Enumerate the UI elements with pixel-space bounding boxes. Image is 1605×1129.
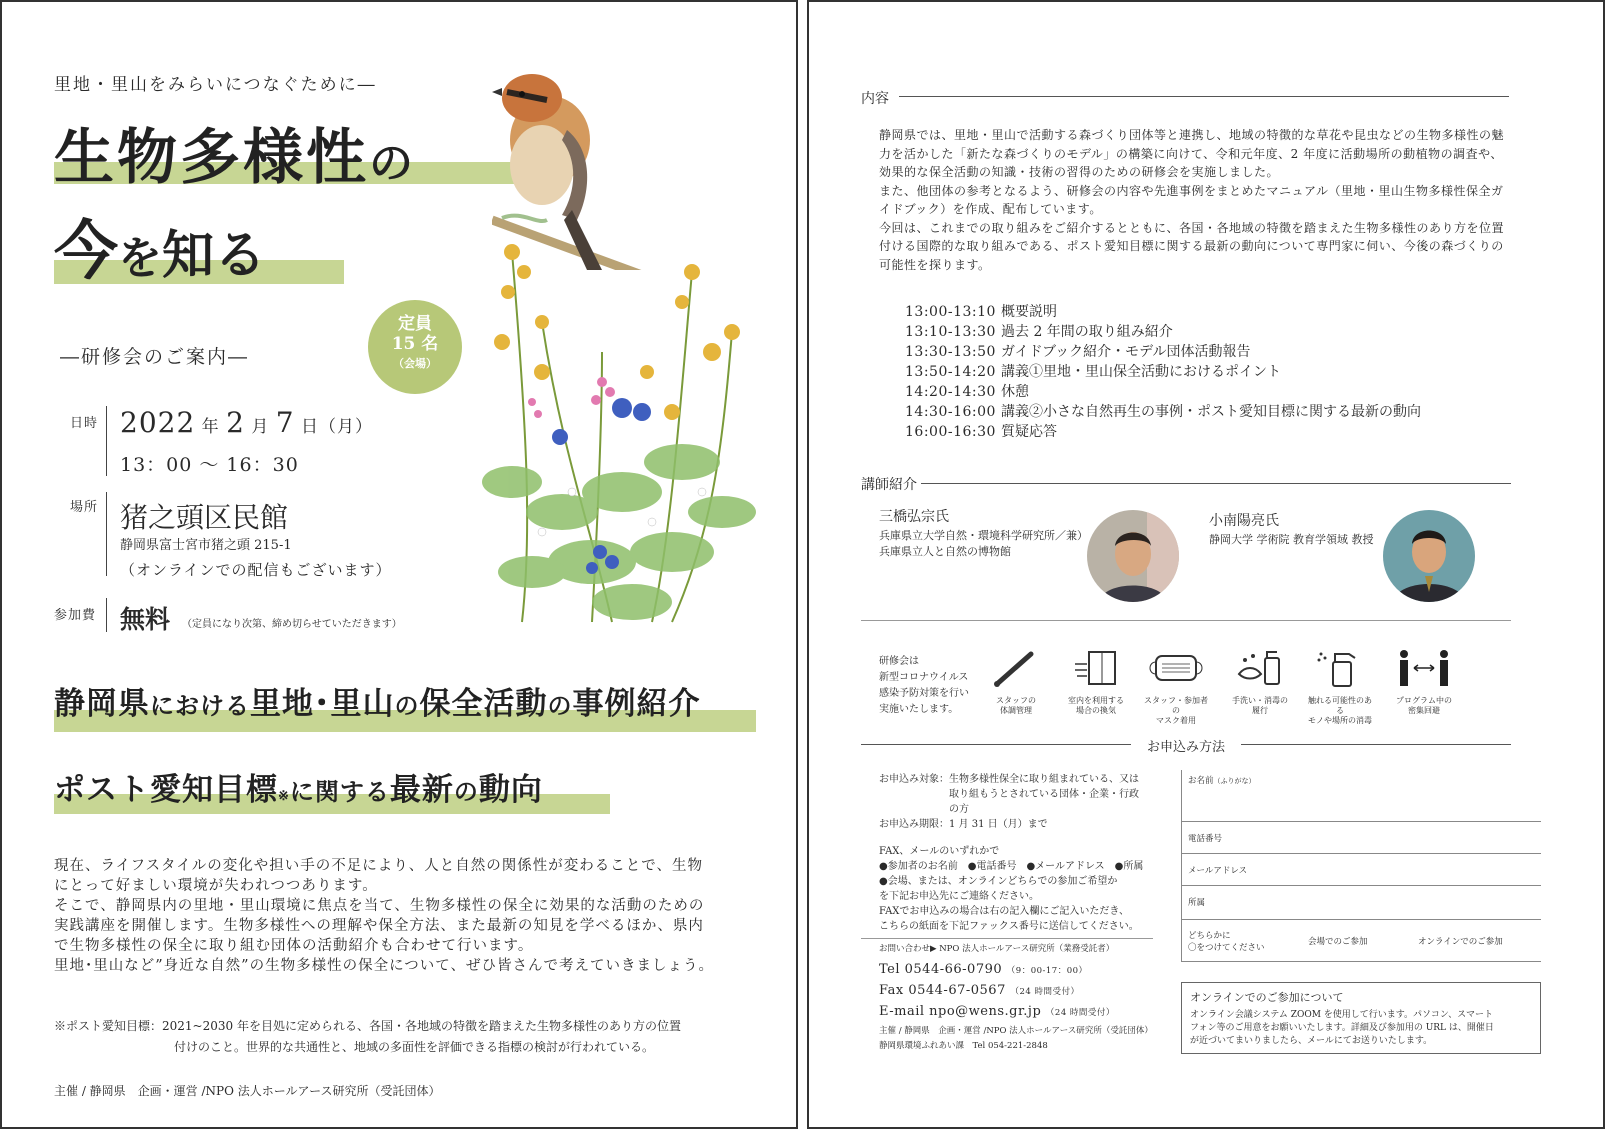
covid-item-disinfection	[1305, 648, 1375, 726]
program-schedule	[905, 302, 1421, 442]
schedule-time: 13:30-13:50	[905, 344, 996, 360]
event-time: 13：00 ～ 16：30	[120, 454, 299, 476]
form-label-phone: 電話番号	[1188, 834, 1223, 844]
contact-tel	[879, 960, 1169, 981]
covid-item-ventilation	[1061, 648, 1131, 716]
lecturer2-photo	[1383, 510, 1475, 602]
form-choice-label: どちらかに	[1188, 930, 1231, 941]
schedule-row	[905, 382, 1421, 402]
heading1-part: における	[150, 691, 250, 720]
online-stream-note: （オンラインでの配信もございます）	[120, 561, 392, 579]
apply-rule-right	[1241, 744, 1511, 745]
covid-text-line: 実施いたします。	[879, 704, 959, 715]
target-line: の方	[949, 804, 969, 815]
content-paragraph	[879, 126, 1559, 274]
intro-line: そこで、静岡県内の里地・里山環境に焦点を当て、生物多様性の保全に効果的な活動のための	[54, 898, 705, 914]
heading2-part: に関する	[289, 777, 390, 806]
covid-caption: スタッフ・参加者の	[1144, 696, 1208, 715]
schedule-time: 13:10-13:30	[905, 324, 996, 340]
content-line: また、他団体の参考となるよう、研修会の内容や先進事例をまとめたマニュアル（里地・里山生物多様性保全ガ	[879, 183, 1504, 198]
date-month-unit: 月	[251, 417, 270, 437]
intro-line: 実践講座を開催します。生物多様性への理解や保全方法、また最新の知見を学べるほか、県内	[54, 918, 704, 934]
online-box-line: オンライン会議システム ZOOM を使用して行います。パソコン、スマート	[1190, 1010, 1493, 1020]
covid-text-line: 新型コロナウイルス	[879, 672, 969, 683]
venue-name: 猪之頭区民館	[120, 501, 289, 534]
title-word-biodiversity: 生物多様性	[54, 123, 369, 193]
schedule-item: 講義②小さな自然再生の事例・ポスト愛知目標に関する最新の動向	[1001, 404, 1421, 420]
content-line: 今回は、これまでの取り組みをご紹介するとともに、各国・各地域の特徴を踏まえた生物多様性のあり方を位置	[879, 220, 1505, 235]
capacity-count: 15 名	[391, 334, 439, 354]
heading2-part: の	[453, 777, 479, 806]
covid-item-distancing	[1389, 648, 1459, 716]
content-line: 静岡県では、里地・里山で活動する森づくり団体等と連携し、地域の特徴的な草花や昆虫などの生物多様性の魅	[879, 128, 1505, 142]
schedule-row	[905, 402, 1421, 422]
application-form	[1181, 770, 1541, 962]
covid-caption: 触れる可能性のある	[1308, 696, 1372, 715]
heading2-footnote-mark: ※	[278, 789, 290, 804]
lecturer1-photo	[1087, 510, 1179, 602]
intro-line: 里地･里山など”身近な自然”の生物多様性の保全について、ぜひ皆さんで考えていきましょう。	[54, 958, 714, 974]
contact-heading: お問い合わせ▶ NPO 法人ホールアース研究所（業務受託者）	[879, 944, 1115, 954]
fax-hours: （24 時間受付）	[1010, 987, 1080, 997]
fax-items: を下記お申込先にご連絡ください。	[879, 891, 1039, 902]
form-label-kana: （ふりがな）	[1213, 777, 1256, 785]
intro-paragraph	[54, 856, 744, 976]
main-title-line-2	[54, 200, 266, 292]
tel-hours: （9：00-17：00）	[1006, 966, 1088, 976]
flyer-front-page	[0, 0, 798, 1129]
heading1-part: 保全活動	[419, 686, 548, 722]
title-word-know: 知る	[162, 225, 267, 286]
covid-caption: 手洗い・消毒の	[1232, 696, 1288, 705]
schedule-time: 14:30-16:00	[905, 404, 996, 420]
date-year-unit: 年	[201, 417, 220, 437]
covid-caption: 体調管理	[1000, 706, 1032, 715]
application-details	[879, 772, 1169, 934]
target-row	[879, 772, 1169, 817]
lecturer1-aff-line: 兵庫県立人と自然の博物館	[879, 545, 1011, 558]
covid-measures-text	[879, 654, 969, 718]
lecturer-section-rule	[921, 483, 1511, 484]
form-choice-label: 〇をつけてください	[1188, 942, 1265, 953]
footnote-line: ※ポスト愛知目標：2021~2030 年を目処に定められる、各国・各地域の特徴を踏まえた生物多様性のあり方の位置	[54, 1019, 681, 1033]
covid-caption: 場合の換気	[1076, 706, 1116, 715]
tagline: 里地・里山をみらいにつなぐために―	[54, 75, 377, 95]
covid-caption: マスク着用	[1156, 716, 1196, 725]
covid-text-line: 研修会は	[879, 656, 919, 667]
email-address: E-mail npo@wens.gr.jp	[879, 1004, 1042, 1019]
title-word-now: 今	[54, 214, 118, 289]
fax-items: ●参加者のお名前 ●電話番号 ●メールアドレス ●所属	[879, 861, 1144, 872]
footnote-line: 付けのこと。世界的な共通性と、地域の多面性を評価できる指標の検討が行われている。	[174, 1040, 655, 1054]
heading1-part: の	[394, 691, 420, 720]
event-date	[120, 406, 373, 439]
title-particle-no: の	[369, 138, 416, 189]
covid-caption: 履行	[1252, 706, 1268, 715]
form-row-email[interactable]	[1182, 854, 1541, 886]
social-distance-icon	[1394, 648, 1454, 688]
date-divider	[106, 406, 107, 476]
fax-intro: FAX、メールのいずれかで	[879, 846, 1000, 857]
capacity-badge	[368, 300, 462, 394]
footnote-post-aichi	[54, 1016, 764, 1058]
covid-item-handwash	[1225, 648, 1295, 716]
venue-address: 静岡県富士宮市猪之頭 215-1	[120, 538, 292, 553]
heading1-part: 事例紹介	[572, 686, 701, 722]
lecturer2-aff-line: 静岡大学 学術院 教育学領域 教授	[1209, 533, 1374, 546]
schedule-time: 14:20-14:30	[905, 384, 996, 400]
form-label-name: お名前	[1188, 776, 1214, 786]
flyer-back-page	[807, 0, 1605, 1129]
handwash-icon	[1235, 648, 1285, 688]
schedule-item: 過去 2 年間の取り組み紹介	[1001, 324, 1173, 340]
schedule-time: 13:50-14:20	[905, 364, 996, 380]
schedule-item: 講義①里地・里山保全活動におけるポイント	[1001, 364, 1281, 380]
covid-caption: プログラム中の	[1396, 696, 1452, 705]
form-label-affiliation: 所属	[1188, 898, 1206, 908]
main-title-line-1	[54, 110, 416, 196]
contact-email	[879, 1002, 1169, 1023]
form-option-venue[interactable]: 会場でのご参加	[1308, 936, 1368, 947]
heading2-part: 最新	[389, 772, 454, 808]
apply-rule-left	[861, 744, 1131, 745]
email-hours: （24 時間受付）	[1045, 1008, 1115, 1018]
fee-divider	[106, 598, 107, 632]
covid-caption: スタッフの	[996, 696, 1036, 705]
lecturer1-affiliation	[879, 528, 1088, 560]
lecturer1-aff-line: 兵庫県立大学自然・環境科学研究所／兼）	[879, 529, 1088, 542]
date-label: 日時	[70, 416, 99, 431]
schedule-row	[905, 422, 1421, 442]
online-box-body	[1190, 1009, 1532, 1048]
sponsor-block	[879, 1024, 1153, 1054]
subheading: ―研修会のご案内―	[60, 346, 250, 368]
schedule-time: 13:00-13:10	[905, 304, 996, 320]
content-line: 付ける国際的な取り組みである、ポスト愛知目標に関する最新の動向について専門家に伺い、今後の森づくりの	[879, 239, 1504, 253]
lecturer1-name: 三橋弘宗氏	[879, 509, 949, 525]
covid-caption: モノや場所の消毒	[1308, 716, 1372, 725]
schedule-row	[905, 342, 1421, 362]
covid-text-line: 感染予防対策を行い	[879, 688, 969, 699]
window-icon	[1071, 648, 1121, 688]
deadline: お申込み期限：1 月 31 日（月）まで	[879, 819, 1048, 830]
heading1-part: の	[547, 691, 573, 720]
form-row-choice[interactable]	[1182, 920, 1541, 962]
form-row-phone[interactable]	[1182, 822, 1541, 854]
target-line: 生物多様性保全に取り組まれている、又は	[949, 774, 1139, 785]
form-row-affiliation[interactable]	[1182, 886, 1541, 920]
form-option-online[interactable]: オンラインでのご参加	[1418, 936, 1503, 947]
online-participation-box	[1181, 982, 1541, 1054]
schedule-row	[905, 362, 1421, 382]
covid-item-temperature	[981, 648, 1051, 716]
title-particle-wo: を	[118, 233, 162, 284]
online-box-line: フォン等のご用意をお願いいたします。詳細及び参加用の URL は、開催日	[1190, 1023, 1494, 1033]
contact-block	[879, 942, 1169, 1023]
sponsor-line: 主催 / 静岡県 企画・運営 /NPO 法人ホールアース研究所（受託団体）	[54, 1084, 441, 1098]
covid-item-mask	[1141, 648, 1211, 726]
intro-line: にとって好ましい環境が失われつつあります。	[54, 878, 378, 894]
heading1-part: 静岡県	[54, 686, 150, 722]
schedule-item: 質疑応答	[1001, 424, 1057, 440]
sponsor-line: 主催 / 静岡県 企画・運営 /NPO 法人ホールアース研究所（受託団体）	[879, 1026, 1153, 1036]
fax-number: Fax 0544-67-0567	[879, 983, 1006, 998]
schedule-item: ガイドブック紹介・モデル団体活動報告	[1001, 344, 1251, 360]
thermometer-icon	[991, 648, 1041, 688]
content-section-rule	[899, 96, 1509, 97]
schedule-row	[905, 322, 1421, 342]
content-line: イドブック）を作成、配布しています。	[879, 202, 1102, 216]
contact-rule	[861, 938, 1153, 939]
fax-items: ●会場、または、オンラインどちらでの参加ご希望か	[879, 876, 1118, 887]
covid-caption: 室内を利用する	[1068, 696, 1124, 705]
sponsor-line: 静岡県環境ふれあい課 Tel 054-221-2848	[879, 1041, 1048, 1051]
fee-label: 参加費	[54, 608, 97, 623]
date-day: 7	[275, 406, 295, 439]
lecturer2-name: 小南陽亮氏	[1209, 513, 1279, 529]
date-day-unit: 日（月）	[300, 417, 373, 437]
lecturer-section-title: 講師紹介	[861, 477, 917, 493]
spray-bottle-icon	[1315, 648, 1365, 688]
date-month: 2	[226, 406, 245, 439]
online-box-title: オンラインでのご参加について	[1190, 991, 1344, 1004]
schedule-row	[905, 302, 1421, 322]
mask-icon	[1146, 648, 1206, 688]
content-line: 効果的な保全活動の知識・技術の習得のための研修会を実施しました。	[879, 165, 1280, 179]
online-box-line: が近づいてまいりましたら、メールにてお送りいたします。	[1190, 1036, 1433, 1046]
heading2-part: 動向	[478, 772, 543, 808]
capacity-venue-note: （会場）	[393, 357, 437, 370]
fee-note: （定員になり次第、締め切らせていただきます）	[182, 619, 402, 630]
venue-label: 場所	[70, 500, 99, 515]
heading2-part: ポスト愛知目標	[54, 772, 278, 808]
fax-note: こちらの紙面を下記ファックス番号に送信してください。	[879, 921, 1139, 932]
target-line: 取り組もうとされている団体・企業・行政	[949, 789, 1139, 800]
covid-caption: 密集回避	[1408, 706, 1440, 715]
form-label-email: メールアドレス	[1188, 866, 1248, 876]
intro-line: で生物多様性の保全に取り組む団体の活動紹介も合わせて行います。	[54, 938, 534, 954]
target-label: お申込み対象：	[879, 774, 949, 785]
apply-section-title: お申込み方法	[1147, 740, 1226, 755]
venue-divider	[106, 492, 107, 576]
date-year: 2022	[120, 406, 196, 439]
tel-number: Tel 0544-66-0790	[879, 962, 1003, 977]
form-row-name[interactable]	[1182, 770, 1541, 822]
contact-fax	[879, 981, 1169, 1002]
covid-section-rule	[861, 620, 1511, 621]
heading-latest-trends	[54, 764, 543, 809]
content-line: 可能性を探ります。	[879, 257, 991, 272]
lecturer2-affiliation	[1209, 532, 1374, 548]
fee-value: 無料	[120, 605, 171, 634]
capacity-label: 定員	[398, 314, 432, 334]
content-section-title: 内容	[861, 91, 889, 107]
content-line: 力を活かした「新たな森づくりのモデル」の構築に向けて、令和元年度、2 年度に活動場所の動植物の調査や、	[879, 146, 1503, 161]
schedule-time: 16:00-16:30	[905, 424, 996, 440]
fax-note: FAXでお申込みの場合は右の記入欄にご記入いただき、	[879, 906, 1130, 917]
schedule-item: 概要説明	[1001, 304, 1057, 320]
schedule-item: 休憩	[1001, 384, 1029, 400]
heading-case-studies	[54, 678, 701, 723]
intro-line: 現在、ライフスタイルの変化や担い手の不足により、人と自然の関係性が変わることで、生物	[54, 858, 703, 874]
heading1-part: 里地･里山	[250, 686, 395, 722]
wildflowers-illustration	[472, 232, 762, 632]
